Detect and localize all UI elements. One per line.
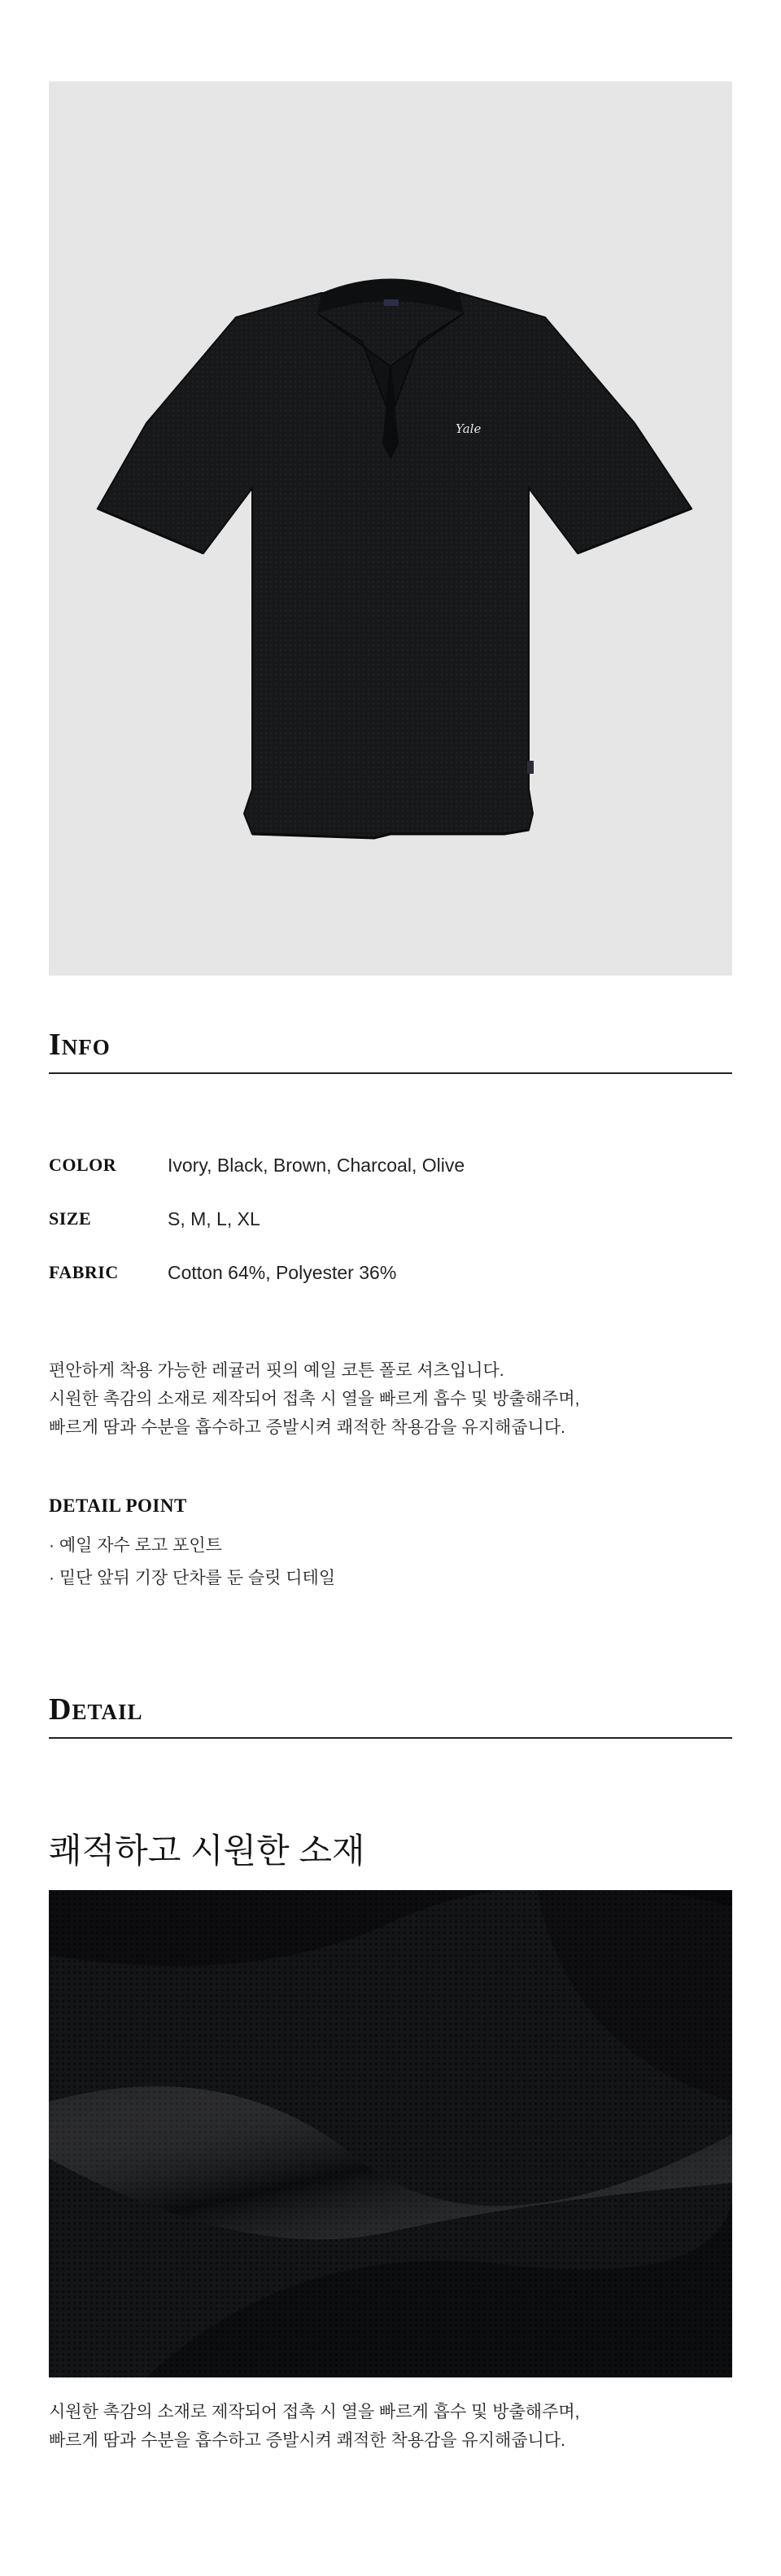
- product-image: [49, 81, 732, 976]
- product-description: [49, 1356, 732, 1442]
- detail-point-heading: DETAIL POINT: [49, 1495, 187, 1516]
- description-line: 빠르게 땀과 수분을 흡수하고 증발시켜 쾌적한 착용감을 유지해줍니다.: [49, 1418, 565, 1437]
- spec-value: S, M, L, XL: [168, 1208, 260, 1229]
- detail-point-list: [49, 1530, 335, 1595]
- detail-divider: [49, 1737, 732, 1739]
- detail-headline: 쾌적하고 시원한 소재: [49, 1832, 365, 1870]
- detail-caption: [49, 2398, 732, 2455]
- spec-key: FABRIC: [49, 1262, 119, 1282]
- description-line: 시원한 촉감의 소재로 제작되어 접촉 시 열을 빠르게 흡수 및 방출해주며,: [49, 1390, 580, 1408]
- polo-shirt-illustration: [49, 81, 732, 976]
- info-divider: [49, 1072, 732, 1074]
- yale-logo-embroidery: Yale: [456, 421, 482, 436]
- spec-value: Cotton 64%, Polyester 36%: [168, 1262, 397, 1283]
- detail-heading: Detail: [49, 1692, 143, 1727]
- fabric-closeup-image: [49, 1890, 732, 2377]
- info-heading: Info: [49, 1028, 111, 1062]
- caption-line: 빠르게 땀과 수분을 흡수하고 증발시켜 쾌적한 착용감을 유지해줍니다.: [49, 2431, 565, 2450]
- spec-key: COLOR: [49, 1155, 117, 1175]
- detail-point-item: · 밑단 앞뒤 기장 단차를 둔 슬릿 디테일: [49, 1569, 336, 1587]
- spec-key: SIZE: [49, 1208, 92, 1229]
- spec-value: Ivory, Black, Brown, Charcoal, Olive: [168, 1155, 465, 1176]
- detail-point-item: · 예일 자수 로고 포인트: [49, 1536, 222, 1555]
- caption-line: 시원한 촉감의 소재로 제작되어 접촉 시 열을 빠르게 흡수 및 방출해주며,: [49, 2403, 580, 2421]
- description-line: 편안하게 착용 가능한 레귤러 핏의 예일 코튼 폴로 셔츠입니다.: [49, 1361, 504, 1380]
